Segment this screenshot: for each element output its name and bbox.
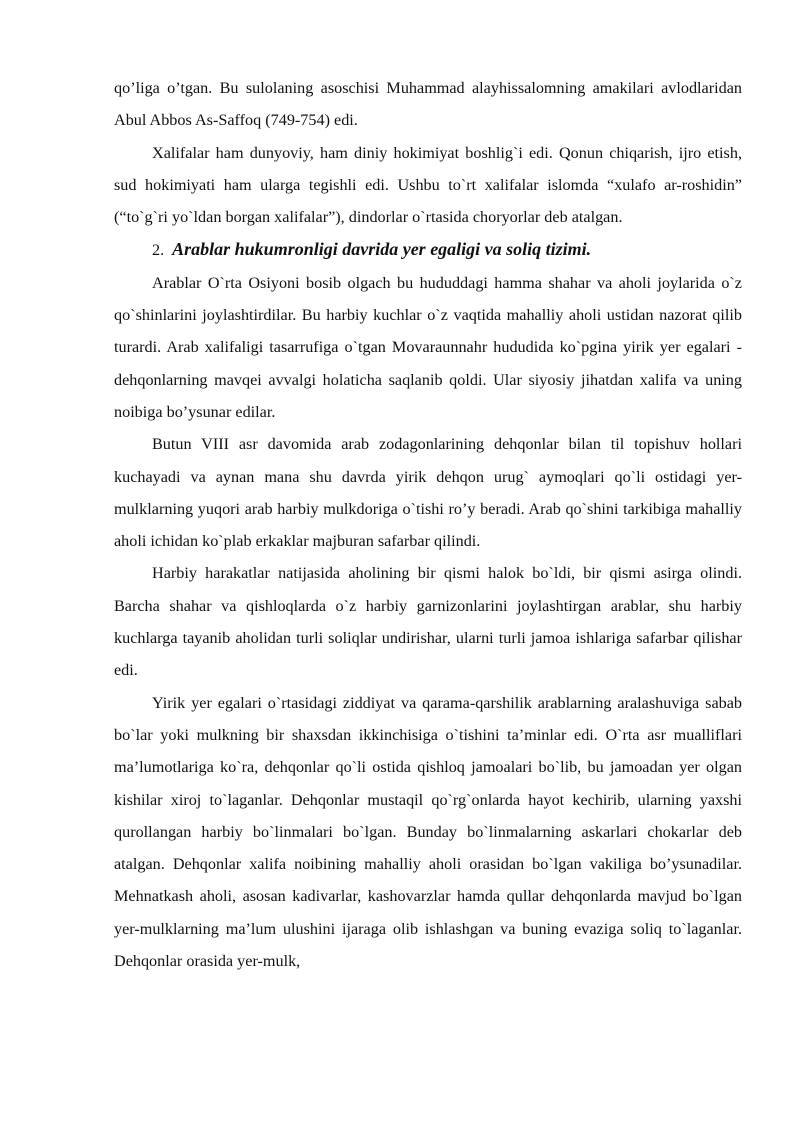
paragraph-eighth-century: Butun VIII asr davomida arab zodagonlarining dehqonlar bilan til topishuv hollari kuchayadi va aynan mana shu davrda yirik dehqon urug` aymoqlari qo`li ostidagi yer-mulklarning yuqori arab harbiy mulkdoriga o`tishi ro’y beradi. Arab qo`shini tarkibiga mahalliy aholi ichidan ko`plab erkaklar majburan safarbar qilindi. <box>114 435 742 551</box>
section-number: 2. <box>152 241 165 260</box>
section-title: Arablar hukumronligi davrida yer egaligi va soliq tizimi. <box>172 239 592 260</box>
paragraph-continuation: qo’liga o’tgan. Bu sulolaning asoschisi Muhammad alayhissalomning amakilari avlodlaridan Abul Abbos As-Saffoq (749-754) edi. <box>114 79 742 130</box>
document-page <box>114 72 742 977</box>
paragraph-military-actions: Harbiy harakatlar natijasida aholining bir qismi halok bo`ldi, bir qismi asirga olindi. Barcha shahar va qishloqlarda o`z harbiy garnizonlarini joylashtirgan arablar, shu harbiy kuchlarga tayanib aholidan turli soliqlar undirishar, ularni turli jamoa ishlariga safarbar qilishar edi. <box>114 564 742 680</box>
section-heading <box>114 233 742 266</box>
paragraph-caliphs-authority: Xalifalar ham dunyoviy, ham diniy hokimiyat boshlig`i edi. Qonun chiqarish, ijro etish, sud hokimiyati ham ularga tegishli edi. Ushbu to`rt xalifalar islomda “xulafo ar-roshidin” (“to`g`ri yo`ldan borgan xalifalar”), dindorlar o`rtasida choryorlar deb atalgan. <box>114 143 742 227</box>
paragraph-landowners: Yirik yer egalari o`rtasidagi ziddiyat va qarama-qarshilik arablarning aralashuviga sabab bo`lar yoki mulkning bir shaxsdan ikkinchisiga o`tishini ta’minlar edi. O`rta asr mualliflari ma’lumotlariga ko`ra, dehqonlar qo`li ostida qishloq jamoalari bo`lib, bu jamoadan yer olgan kishilar xiroj to`laganlar. Dehqonlar mustaqil qo`rg`onlarda hayot kechirib, ularning yaxshi qurollangan harbiy bo`linmalari bo`lgan. Bunday bo`linmalarning askarlari chokarlar deb atalgan. Dehqonlar xalifa noibining mahalliy aholi orasidan bo`lgan vakiliga bo’ysunadilar. Mehnatkash aholi, asosan kadivarlar, kashovarzlar hamda qullar dehqonlarda mavjud bo`lgan yer-mulklarning ma’lum ulushini ijaraga olib ishlashgan va buning evaziga soliq to`laganlar. Dehqonlar orasida yer-mulk, <box>114 693 742 971</box>
paragraph-arab-conquest: Arablar O`rta Osiyoni bosib olgach bu hududdagi hamma shahar va aholi joylarida o`z qo`shinlarini joylashtirdilar. Bu harbiy kuchlar o`z vaqtida mahalliy aholi ustidan nazorat qilib turardi. Arab xalifaligi tasarrufiga o`tgan Movaraunnahr hududida ko`pgina yirik yer egalari - dehqonlarning mavqei avvalgi holaticha saqlanib qoldi. Ular siyosiy jihatdan xalifa va uning noibiga bo’ysunar edilar. <box>114 273 742 421</box>
